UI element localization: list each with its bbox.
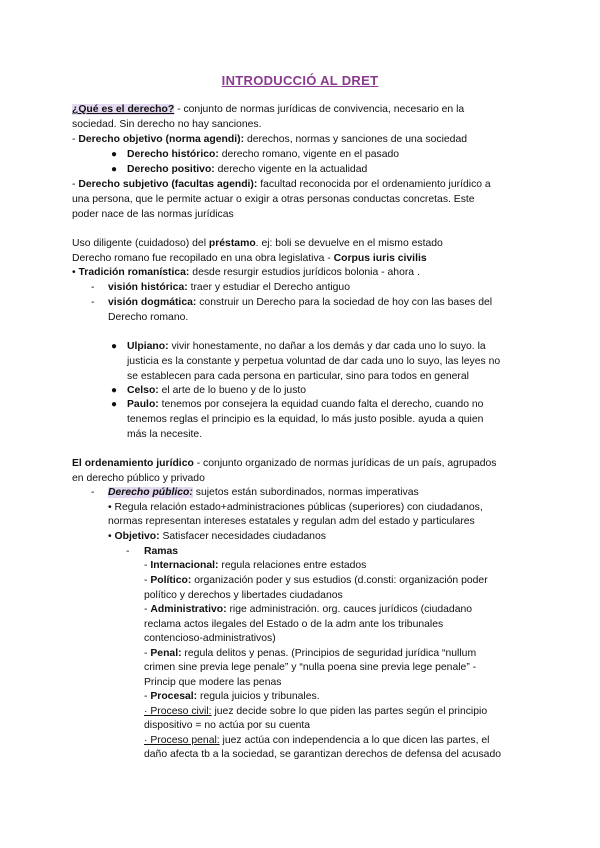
derecho-def-text: - conjunto de normas jurídicas de convivencia, necesario en la	[174, 104, 465, 115]
ulpiano-line-3: se establecen para cada persona en particular, sino para todos en general	[127, 371, 469, 382]
derecho-subjetivo-text: facultad reconocida por el ordenamiento jurídico a	[257, 179, 491, 190]
proceso-civil-line	[144, 705, 487, 719]
rama-penal	[144, 647, 476, 661]
derecho-def-line-2: sociedad. Sin derecho no hay sanciones.	[72, 119, 262, 130]
question-heading: ¿Qué es el derecho?	[72, 104, 175, 115]
derecho-subjetivo-line-3: poder nace de las normas jurídicas	[72, 209, 234, 220]
vision-historica-text: traer y estudiar el Derecho antiguo	[187, 282, 350, 293]
internacional-label: Internacional:	[150, 560, 219, 571]
derecho-publico-label: Derecho público:	[108, 487, 193, 498]
ulpiano-line	[127, 340, 486, 354]
ulpiano-line-2: justicia es la constante y perpetua voluntad de dar cada uno lo suyo, las leyes no	[127, 356, 501, 367]
vision-historica-label: visión histórica:	[108, 282, 188, 293]
derecho-publico-text: sujetos están subordinados, normas imperativas	[192, 487, 419, 498]
paulo-line	[127, 398, 483, 412]
dash-prefix: -	[144, 575, 151, 586]
rama-penal-line-2: crimen sine previa lege penale” y “nulla poena sine previa lege penale” -	[144, 662, 477, 673]
ordenamiento-line-2: en derecho público y privado	[72, 473, 205, 484]
dash-prefix: -	[144, 560, 151, 571]
derecho-objetivo-line	[72, 133, 467, 147]
ordenamiento-line	[72, 457, 497, 471]
derecho-publico-line	[108, 486, 419, 500]
dash-prefix: -	[72, 134, 79, 145]
vision-dogmatica-text: construir un Derecho para la sociedad de hoy con las bases del	[196, 297, 493, 308]
bullet-prefix: •	[108, 531, 115, 542]
rama-politico-line-2: político y derechos y libertades ciudadanos	[144, 590, 343, 601]
regula-line-2: normas representan intereses estatales y regulan adm del estado y particulares	[108, 516, 475, 527]
derecho-subjetivo-line	[72, 178, 491, 192]
rama-administrativo-line-2: reclama actos ilegales del Estado o de la adm ante los tribunales	[144, 619, 444, 630]
ordenamiento-text: - conjunto organizado de normas jurídicas de un país, agrupados	[193, 458, 497, 469]
administrativo-label: Administrativo:	[150, 604, 227, 615]
administrativo-text: rige administración. org. cauces jurídicos (ciudadano	[226, 604, 473, 615]
paulo-text: tenemos por consejera la equidad cuando falta el derecho, cuando no	[158, 399, 484, 410]
paulo-line-2: tenemos reglas el principio es la equidad, lo más justo posible. ayuda a quien	[127, 414, 484, 425]
roman-law-text: Derecho romano fue recopilado en una obra legislativa -	[72, 253, 334, 264]
objetivo-text: Satisfacer necesidades ciudadanos	[159, 531, 326, 542]
bullet-icon: ●	[111, 399, 118, 410]
derecho-objetivo-text: derechos, normas y sanciones de una sociedad	[244, 134, 468, 145]
proceso-penal-line-2: daño afecta tb a la sociedad, se garantizan derechos de defensa del acusado	[144, 749, 502, 760]
derecho-subjetivo-line-2: una persona, que le permite actuar o exigir a otras personas conductas concretas. Este	[72, 194, 475, 205]
procesal-text: regula juicios y tribunales.	[197, 691, 320, 702]
bullet-icon: ●	[111, 149, 118, 160]
rama-politico	[144, 574, 488, 588]
tradicion-label: Tradición romanística:	[78, 267, 190, 278]
proceso-penal-label: · Proceso penal:	[144, 735, 220, 746]
vision-dogmatica-line-2: Derecho romano.	[108, 312, 189, 323]
dash-marker: -	[91, 297, 95, 308]
dash-marker: -	[91, 487, 95, 498]
derecho-historico-label: Derecho histórico:	[127, 149, 219, 160]
objetivo-label: Objetivo:	[114, 531, 160, 542]
rama-procesal	[144, 690, 320, 704]
corpus-iuris-civilis: Corpus iuris civilis	[333, 253, 427, 264]
ordenamiento-label: El ordenamiento jurídico	[72, 458, 194, 469]
procesal-label: Procesal:	[150, 691, 198, 702]
proceso-civil-label: · Proceso civil:	[144, 706, 212, 717]
derecho-historico-line	[127, 148, 399, 162]
derecho-positivo-line	[127, 163, 367, 177]
politico-text: organización poder y sus estudios (d.consti: organización poder	[191, 575, 488, 586]
derecho-objetivo-label: Derecho objetivo (norma agendi):	[78, 134, 245, 145]
proceso-civil-line-2: dispositivo = no actúa por su cuenta	[144, 720, 311, 731]
objetivo-line	[108, 530, 326, 544]
roman-law-line	[72, 252, 427, 266]
dash-prefix: -	[144, 604, 151, 615]
rama-administrativo	[144, 603, 472, 617]
dash-prefix: -	[72, 179, 79, 190]
tradicion-text: desde resurgir estudios jurídicos bolonia - ahora .	[189, 267, 420, 278]
dash-prefix: -	[144, 648, 151, 659]
proceso-penal-text: juez actúa con independencia a lo que dicen las partes, el	[219, 735, 490, 746]
paragraph-derecho-def	[72, 103, 464, 117]
bullet-icon: ●	[111, 385, 118, 396]
bullet-prefix: •	[72, 267, 79, 278]
politico-label: Político:	[150, 575, 192, 586]
prestamo-keyword: préstamo	[208, 238, 256, 249]
prestamo-text-c: . ej: boli se devuelve en el mismo estado	[255, 238, 443, 249]
dash-prefix: -	[144, 691, 151, 702]
paulo-line-3: más la necesite.	[127, 429, 203, 440]
proceso-civil-text: juez decide sobre lo que piden las partes según el principio	[211, 706, 488, 717]
dash-marker: -	[126, 546, 130, 557]
derecho-subjetivo-label: Derecho subjetivo (facultas agendi):	[78, 179, 258, 190]
tradicion-line	[72, 266, 420, 280]
derecho-positivo-label: Derecho positivo:	[127, 164, 215, 175]
vision-dogmatica-line	[108, 296, 492, 310]
bullet-icon: ●	[111, 341, 118, 352]
dash-marker: -	[91, 282, 95, 293]
ulpiano-text: vivir honestamente, no dañar a los demás y dar cada uno lo suyo. la	[168, 341, 486, 352]
vision-historica-line	[108, 281, 350, 295]
rama-penal-line-3: Princip que modere las penas	[144, 677, 282, 688]
derecho-historico-text: derecho romano, vigente en el pasado	[218, 149, 400, 160]
penal-label: Penal:	[150, 648, 182, 659]
rama-administrativo-line-3: contencioso-administrativos)	[144, 633, 276, 644]
vision-dogmatica-label: visión dogmática:	[108, 297, 197, 308]
celso-label: Celso:	[127, 385, 159, 396]
bullet-icon: ●	[111, 164, 118, 175]
internacional-text: regula relaciones entre estados	[218, 560, 367, 571]
celso-line	[127, 384, 306, 398]
prestamo-line	[72, 237, 443, 251]
ulpiano-label: Ulpiano:	[127, 341, 169, 352]
document-title: INTRODUCCIÓ AL DRET	[221, 73, 379, 88]
ramas-heading: Ramas	[144, 546, 179, 557]
derecho-positivo-text: derecho vigente en la actualidad	[214, 164, 368, 175]
rama-internacional	[144, 559, 366, 573]
regula-line: • Regula relación estado+administraciones públicas (superiores) con ciudadanos,	[108, 502, 483, 513]
prestamo-text-a: Uso diligente (cuidadoso) del	[72, 238, 209, 249]
proceso-penal-line	[144, 734, 489, 748]
penal-text: regula delitos y penas. (Principios de seguridad jurídica “nullum	[181, 648, 477, 659]
celso-text: el arte de lo bueno y de lo justo	[158, 385, 307, 396]
paulo-label: Paulo:	[127, 399, 159, 410]
